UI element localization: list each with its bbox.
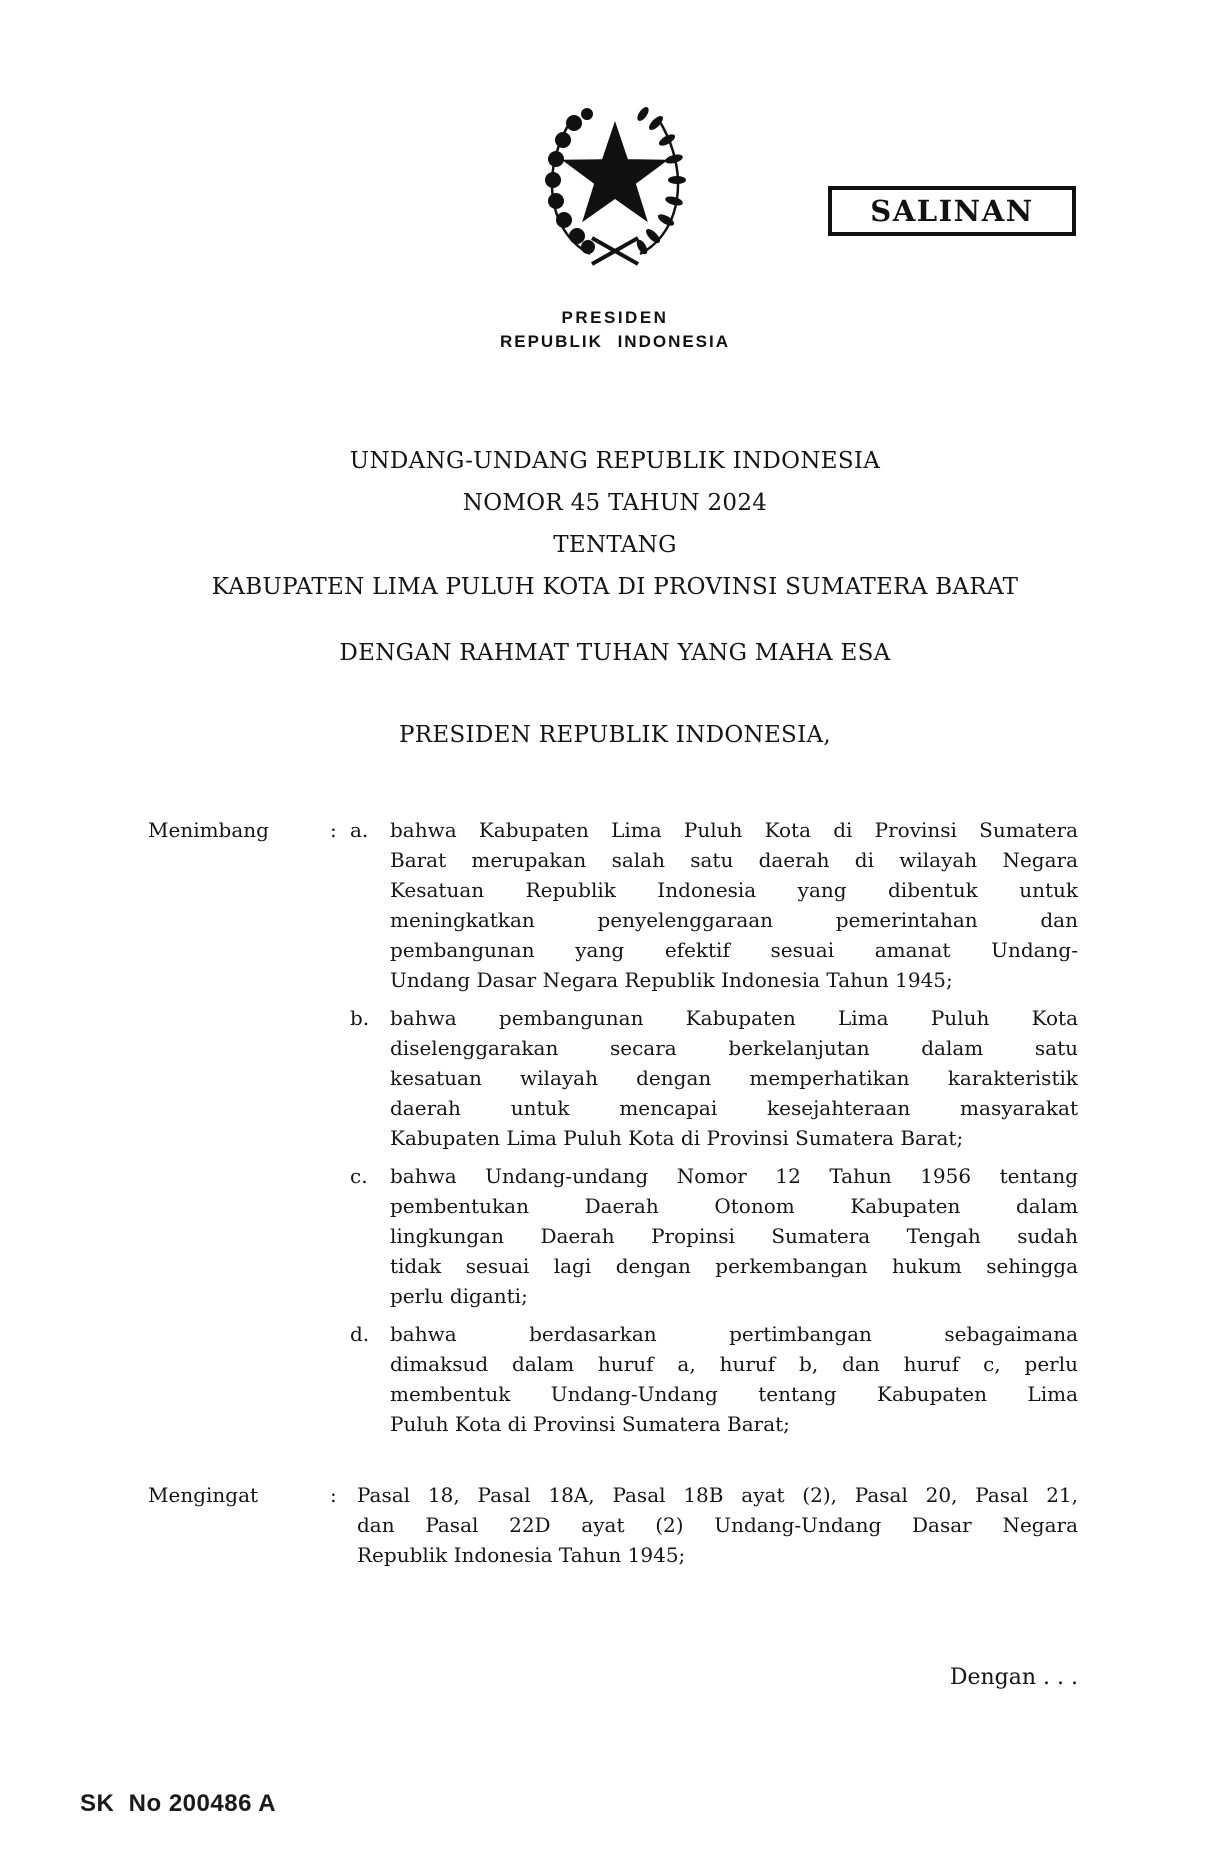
consideration-marker: b. — [350, 1006, 370, 1030]
consideration-item — [350, 1319, 1078, 1439]
text-line: Barat merupakan salah satu daerah di wilayah Negara — [390, 848, 1078, 872]
text-line: bahwa pembangunan Kabupaten Lima Puluh Kota — [390, 1006, 1078, 1030]
text-line: bahwa berdasarkan pertimbangan sebagaimana — [390, 1322, 1078, 1346]
legal-basis-colon: : — [330, 1483, 337, 1507]
letterhead-presiden: PRESIDEN — [561, 308, 669, 327]
invocation-line: DENGAN RAHMAT TUHAN YANG MAHA ESA — [339, 640, 891, 666]
text-line: Undang Dasar Negara Republik Indonesia Tahun 1945; — [390, 968, 953, 992]
legal-basis-label: Mengingat — [148, 1483, 259, 1507]
letterhead — [148, 306, 1082, 354]
legal-basis-text — [350, 1480, 1078, 1570]
text-line: Republik Indonesia Tahun 1945; — [357, 1543, 686, 1567]
page-catchword: Dengan . . . — [949, 1665, 1078, 1690]
text-line: Pasal 18, Pasal 18A, Pasal 18B ayat (2), Pasal 20, Pasal 21, — [357, 1483, 1078, 1507]
text-line: membentuk Undang-Undang tentang Kabupaten Lima — [390, 1382, 1078, 1406]
text-line: lingkungan Daerah Propinsi Sumatera Tengah sudah — [390, 1224, 1078, 1248]
text-line: Kabupaten Lima Puluh Kota di Provinsi Sumatera Barat; — [390, 1126, 964, 1150]
issuer-line: PRESIDEN REPUBLIK INDONESIA, — [399, 722, 831, 748]
presidential-star-wreath-emblem-icon — [530, 92, 700, 272]
sk-number: SK No 200486 A — [80, 1790, 277, 1817]
considerations-items — [350, 815, 1078, 1447]
consideration-item — [350, 1003, 1078, 1153]
text-line: Kesatuan Republik Indonesia yang dibentuk untuk — [390, 878, 1078, 902]
text-line: kesatuan wilayah dengan memperhatikan karakteristik — [390, 1066, 1078, 1090]
consideration-text — [390, 815, 1078, 995]
considerations-section — [148, 815, 1078, 1447]
text-line: dimaksud dalam huruf a, huruf b, dan huruf c, perlu — [390, 1352, 1078, 1376]
law-title-line1: UNDANG-UNDANG REPUBLIK INDONESIA — [349, 448, 881, 474]
text-line: bahwa Undang-undang Nomor 12 Tahun 1956 tentang — [390, 1164, 1078, 1188]
considerations-label: Menimbang — [148, 818, 269, 842]
consideration-marker: c. — [350, 1164, 368, 1188]
law-title-line3: TENTANG — [553, 532, 677, 558]
law-title-line4: KABUPATEN LIMA PULUH KOTA DI PROVINSI SUMATERA BARAT — [211, 574, 1019, 600]
law-title-block — [148, 440, 1082, 608]
text-line: dan Pasal 22D ayat (2) Undang-Undang Dasar Negara — [357, 1513, 1078, 1537]
consideration-item — [350, 815, 1078, 995]
text-line: tidak sesuai lagi dengan perkembangan hukum sehingga — [390, 1254, 1078, 1278]
text-line: daerah untuk mencapai kesejahteraan masyarakat — [390, 1096, 1078, 1120]
salinan-stamp-label: SALINAN — [870, 194, 1034, 228]
text-line: Puluh Kota di Provinsi Sumatera Barat; — [390, 1412, 790, 1436]
text-line: pembangunan yang efektif sesuai amanat Undang- — [390, 938, 1078, 962]
text-line: meningkatkan penyelenggaraan pemerintahan dan — [390, 908, 1078, 932]
consideration-item — [350, 1161, 1078, 1311]
salinan-stamp-box — [828, 186, 1076, 236]
considerations-colon: : — [330, 818, 337, 842]
law-title-line2: NOMOR 45 TAHUN 2024 — [462, 490, 768, 516]
text-line: perlu diganti; — [390, 1284, 528, 1308]
text-line: diselenggarakan secara berkelanjutan dalam satu — [390, 1036, 1078, 1060]
consideration-text — [390, 1003, 1078, 1153]
consideration-text — [390, 1161, 1078, 1311]
consideration-text — [390, 1319, 1078, 1439]
consideration-marker: a. — [350, 818, 369, 842]
legal-basis-section — [148, 1480, 1078, 1570]
consideration-marker: d. — [350, 1322, 370, 1346]
text-line: pembentukan Daerah Otonom Kabupaten dalam — [390, 1194, 1078, 1218]
text-line: bahwa Kabupaten Lima Puluh Kota di Provinsi Sumatera — [390, 818, 1078, 842]
letterhead-republik-indonesia: REPUBLIK INDONESIA — [499, 332, 731, 351]
